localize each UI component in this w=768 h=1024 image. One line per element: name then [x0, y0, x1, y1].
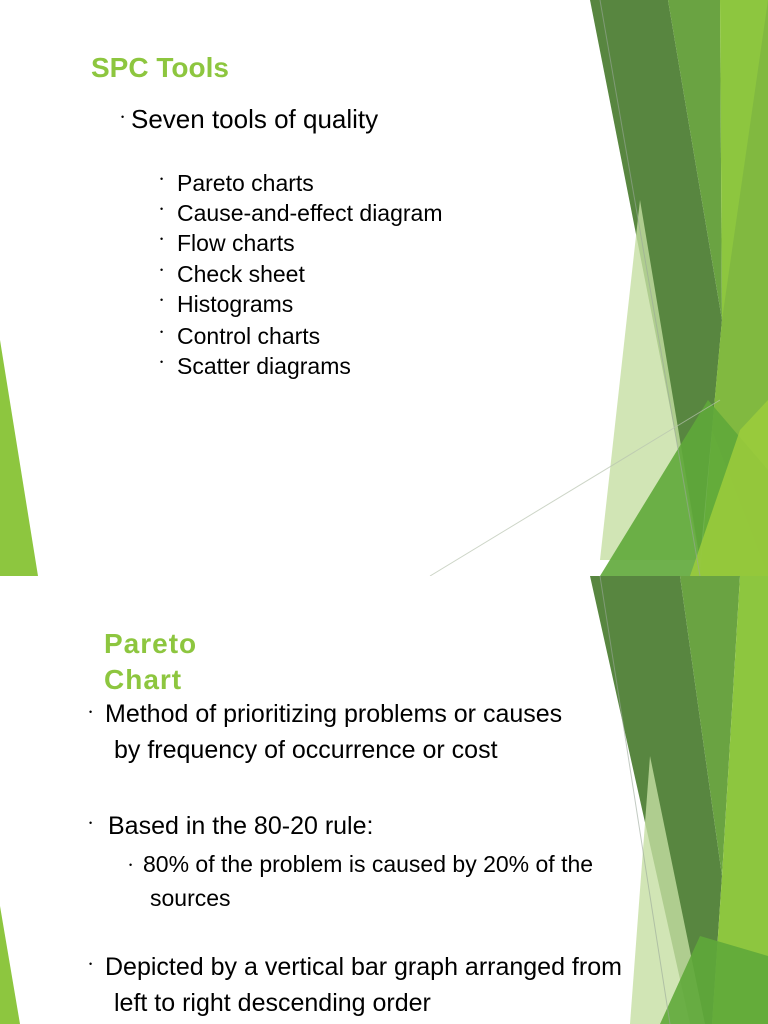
slide-title-line2: Chart	[104, 664, 183, 695]
list-item: Control charts	[177, 323, 321, 349]
sub-bullet-text-line2: sources	[150, 885, 231, 911]
sub-bullet-text-line1: 80% of the problem is caused by 20% of the	[143, 851, 594, 877]
list-item: Cause-and-effect diagram	[177, 200, 443, 226]
bullet-dot: •	[160, 204, 164, 214]
bullet-dot: •	[160, 357, 164, 367]
bullet-dot: •	[160, 327, 164, 337]
bullet-dot: •	[89, 959, 93, 969]
list-item: Check sheet	[177, 261, 305, 287]
list-item: Flow charts	[177, 230, 295, 256]
slide-title-line1: Pareto	[104, 628, 198, 659]
bullet-dot: •	[89, 818, 93, 828]
bullet-dot: •	[160, 174, 164, 184]
list-item: Scatter diagrams	[177, 353, 351, 379]
bullet2-text: Based in the 80-20 rule:	[108, 812, 374, 840]
bullet-dot: •	[160, 234, 164, 244]
slide-title: SPC Tools	[91, 52, 229, 83]
list-item: Pareto charts	[177, 170, 314, 196]
bullet3-text-line1: Depicted by a vertical bar graph arranged from	[105, 953, 622, 981]
bullet1-text-line1: Method of prioritizing problems or causes	[105, 700, 563, 728]
bullet-dot: •	[160, 265, 164, 275]
bullet-dot: •	[121, 112, 125, 122]
bullet-dot: •	[160, 295, 164, 305]
list-item: Histograms	[177, 291, 294, 317]
main-bullet-text: Seven tools of quality	[131, 104, 379, 134]
bullet1-text-line2: by frequency of occurrence or cost	[114, 736, 498, 764]
bullet-dot: •	[89, 707, 93, 717]
slide-pareto-chart	[0, 576, 768, 1024]
bullet-dot: •	[129, 860, 133, 870]
bullet3-text-line2: left to right descending order	[114, 989, 431, 1017]
